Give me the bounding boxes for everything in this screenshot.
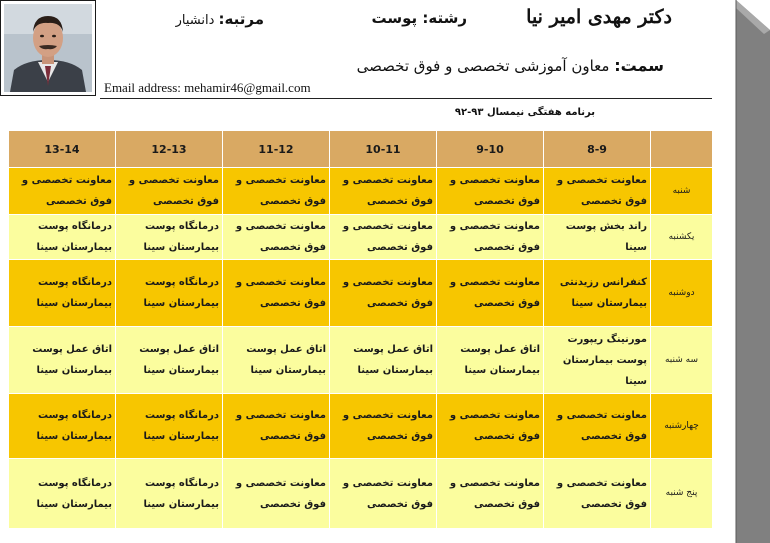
schedule-cell: درمانگاه پوست بیمارستان سینا: [116, 459, 223, 529]
schedule-cell: معاونت تخصصی و فوق تخصصی: [437, 394, 544, 459]
schedule-cell: معاونت تخصصی و فوق تخصصی: [223, 260, 330, 327]
schedule-cell: درمانگاه پوست بیمارستان سینا: [9, 394, 116, 459]
position-label: سمت:: [614, 56, 664, 75]
day-label: دوشنبه: [651, 260, 713, 327]
field-of-study: [371, 9, 467, 27]
schedule-cell: اتاق عمل پوست بیمارستان سینا: [437, 327, 544, 394]
day-label: پنج شنبه: [651, 459, 713, 529]
time-slot-header: 8-9: [544, 131, 651, 168]
email-address: Email address: mehamir46@gmail.com: [104, 80, 311, 95]
time-slot-header: 12-13: [116, 131, 223, 168]
slide-side-panel: [712, 0, 770, 543]
schedule-cell: معاونت تخصصی و فوق تخصصی: [330, 168, 437, 215]
schedule-cell: معاونت تخصصی و فوق تخصصی: [544, 459, 651, 529]
schedule-cell: درمانگاه پوست بیمارستان سینا: [9, 459, 116, 529]
schedule-caption: برنامه هفتگی نیمسال ۹۳-۹۲: [454, 107, 595, 118]
schedule-cell: درمانگاه پوست بیمارستان سینا: [116, 260, 223, 327]
schedule-cell: درمانگاه پوست بیمارستان سینا: [116, 394, 223, 459]
schedule-cell: کنفرانس رزیدنتی بیمارستان سینا: [544, 260, 651, 327]
day-label: چهارشنبه: [651, 394, 713, 459]
time-slot-header: 9-10: [437, 131, 544, 168]
position-value: معاون آموزشی تخصصی و فوق تخصصی: [356, 57, 610, 75]
profile-photo: [0, 0, 96, 96]
table-row: [9, 394, 713, 459]
schedule-cell: معاونت تخصصی و فوق تخصصی: [437, 168, 544, 215]
day-label: شنبه: [651, 168, 713, 215]
job-position: [357, 56, 664, 75]
rank-value: دانشیار: [175, 13, 215, 28]
schedule-cell: معاونت تخصصی و فوق تخصصی: [437, 459, 544, 529]
schedule-cell: معاونت تخصصی و فوق تخصصی: [9, 168, 116, 215]
weekly-schedule-table: [8, 130, 713, 529]
schedule-cell: معاونت تخصصی و فوق تخصصی: [223, 459, 330, 529]
schedule-cell: مورنینگ ریپورت پوست بیمارستان سینا: [544, 327, 651, 394]
schedule-cell: معاونت تخصصی و فوق تخصصی: [437, 215, 544, 260]
day-label: یکشنبه: [651, 215, 713, 260]
schedule-cell: معاونت تخصصی و فوق تخصصی: [223, 168, 330, 215]
time-slot-header: 11-12: [223, 131, 330, 168]
schedule-cell: معاونت تخصصی و فوق تخصصی: [330, 260, 437, 327]
table-row: [9, 327, 713, 394]
schedule-cell: راند بخش پوست سینا: [544, 215, 651, 260]
field-label: رشته:: [422, 9, 467, 27]
header-divider: [100, 98, 712, 99]
schedule-cell: اتاق عمل پوست بیمارستان سینا: [116, 327, 223, 394]
field-value: پوست: [371, 9, 418, 27]
day-label: سه شنبه: [651, 327, 713, 394]
doctor-name: دکتر مهدی امیر نیا: [526, 6, 672, 28]
schedule-cell: معاونت تخصصی و فوق تخصصی: [437, 260, 544, 327]
portrait-image: [4, 4, 92, 92]
schedule-cell: معاونت تخصصی و فوق تخصصی: [330, 459, 437, 529]
schedule-cell: معاونت تخصصی و فوق تخصصی: [223, 215, 330, 260]
schedule-cell: اتاق عمل پوست بیمارستان سینا: [9, 327, 116, 394]
schedule-cell: معاونت تخصصی و فوق تخصصی: [223, 394, 330, 459]
schedule-cell: اتاق عمل پوست بیمارستان سینا: [223, 327, 330, 394]
schedule-cell: درمانگاه پوست بیمارستان سینا: [9, 215, 116, 260]
table-row: [9, 260, 713, 327]
schedule-cell: معاونت تخصصی و فوق تخصصی: [544, 394, 651, 459]
schedule-cell: معاونت تخصصی و فوق تخصصی: [544, 168, 651, 215]
side-bevel-shape: [712, 0, 770, 543]
time-slot-header: 13-14: [9, 131, 116, 168]
table-row: [9, 168, 713, 215]
rank-label: مرتبه:: [218, 10, 264, 28]
table-header-row: [9, 131, 713, 168]
schedule-cell: درمانگاه پوست بیمارستان سینا: [116, 215, 223, 260]
table-row: [9, 215, 713, 260]
time-slot-header: 10-11: [330, 131, 437, 168]
schedule-cell: درمانگاه پوست بیمارستان سینا: [9, 260, 116, 327]
schedule-cell: معاونت تخصصی و فوق تخصصی: [116, 168, 223, 215]
schedule-cell: معاونت تخصصی و فوق تخصصی: [330, 215, 437, 260]
academic-rank: [176, 10, 264, 28]
header-corner-cell: [651, 131, 713, 168]
schedule-cell: معاونت تخصصی و فوق تخصصی: [330, 394, 437, 459]
table-row: [9, 459, 713, 529]
schedule-cell: اتاق عمل پوست بیمارستان سینا: [330, 327, 437, 394]
